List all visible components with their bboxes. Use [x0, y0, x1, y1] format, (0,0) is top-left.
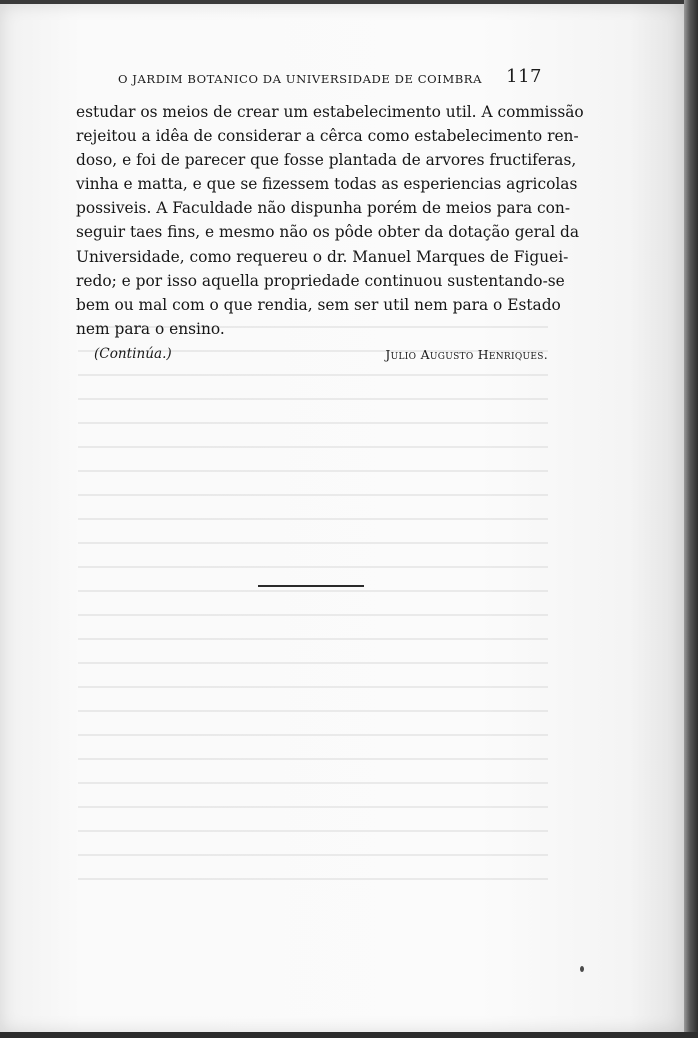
text-line: nem para o ensino.	[76, 319, 225, 338]
signature-row	[94, 346, 548, 366]
body-paragraph	[76, 100, 584, 341]
text-line: vinha e matta, e que se fizessem todas as esperiencias agricolas	[76, 175, 578, 194]
text-line: seguir taes fins, e mesmo não os pôde obter da dotação geral da	[76, 223, 580, 242]
running-title: O JARDIM BOTANICO DA UNIVERSIDADE DE COIMBRA	[118, 72, 483, 86]
text-line: possiveis. A Faculdade não dispunha porém de meios para con-	[76, 199, 571, 218]
text-line: Universidade, como requereu o dr. Manuel Marques de Figuei-	[76, 247, 569, 266]
text-line: estudar os meios de crear um estabelecimento util. A commissão	[76, 103, 584, 121]
bleed-through-texture	[78, 304, 548, 924]
page-edge-shadow	[684, 0, 698, 1038]
paper-sheet	[0, 4, 684, 1032]
page-header	[118, 64, 550, 92]
page-bottom-edge	[0, 1032, 698, 1038]
author-signature: Julio Augusto Henriques.	[385, 347, 548, 362]
section-divider	[258, 585, 364, 587]
text-line: rejeitou a idêa de considerar a cêrca como estabelecimento ren-	[76, 127, 579, 146]
text-line: doso, e foi de parecer que fosse plantada de arvores fructiferas,	[76, 151, 577, 170]
continua-note: (Continúa.)	[94, 346, 172, 362]
text-line: bem ou mal com o que rendia, sem ser util nem para o Estado	[76, 295, 561, 314]
page-number: 117	[506, 66, 542, 87]
text-line: redo; e por isso aquella propriedade continuou sustentando-se	[76, 271, 565, 290]
ink-speck	[580, 966, 584, 972]
